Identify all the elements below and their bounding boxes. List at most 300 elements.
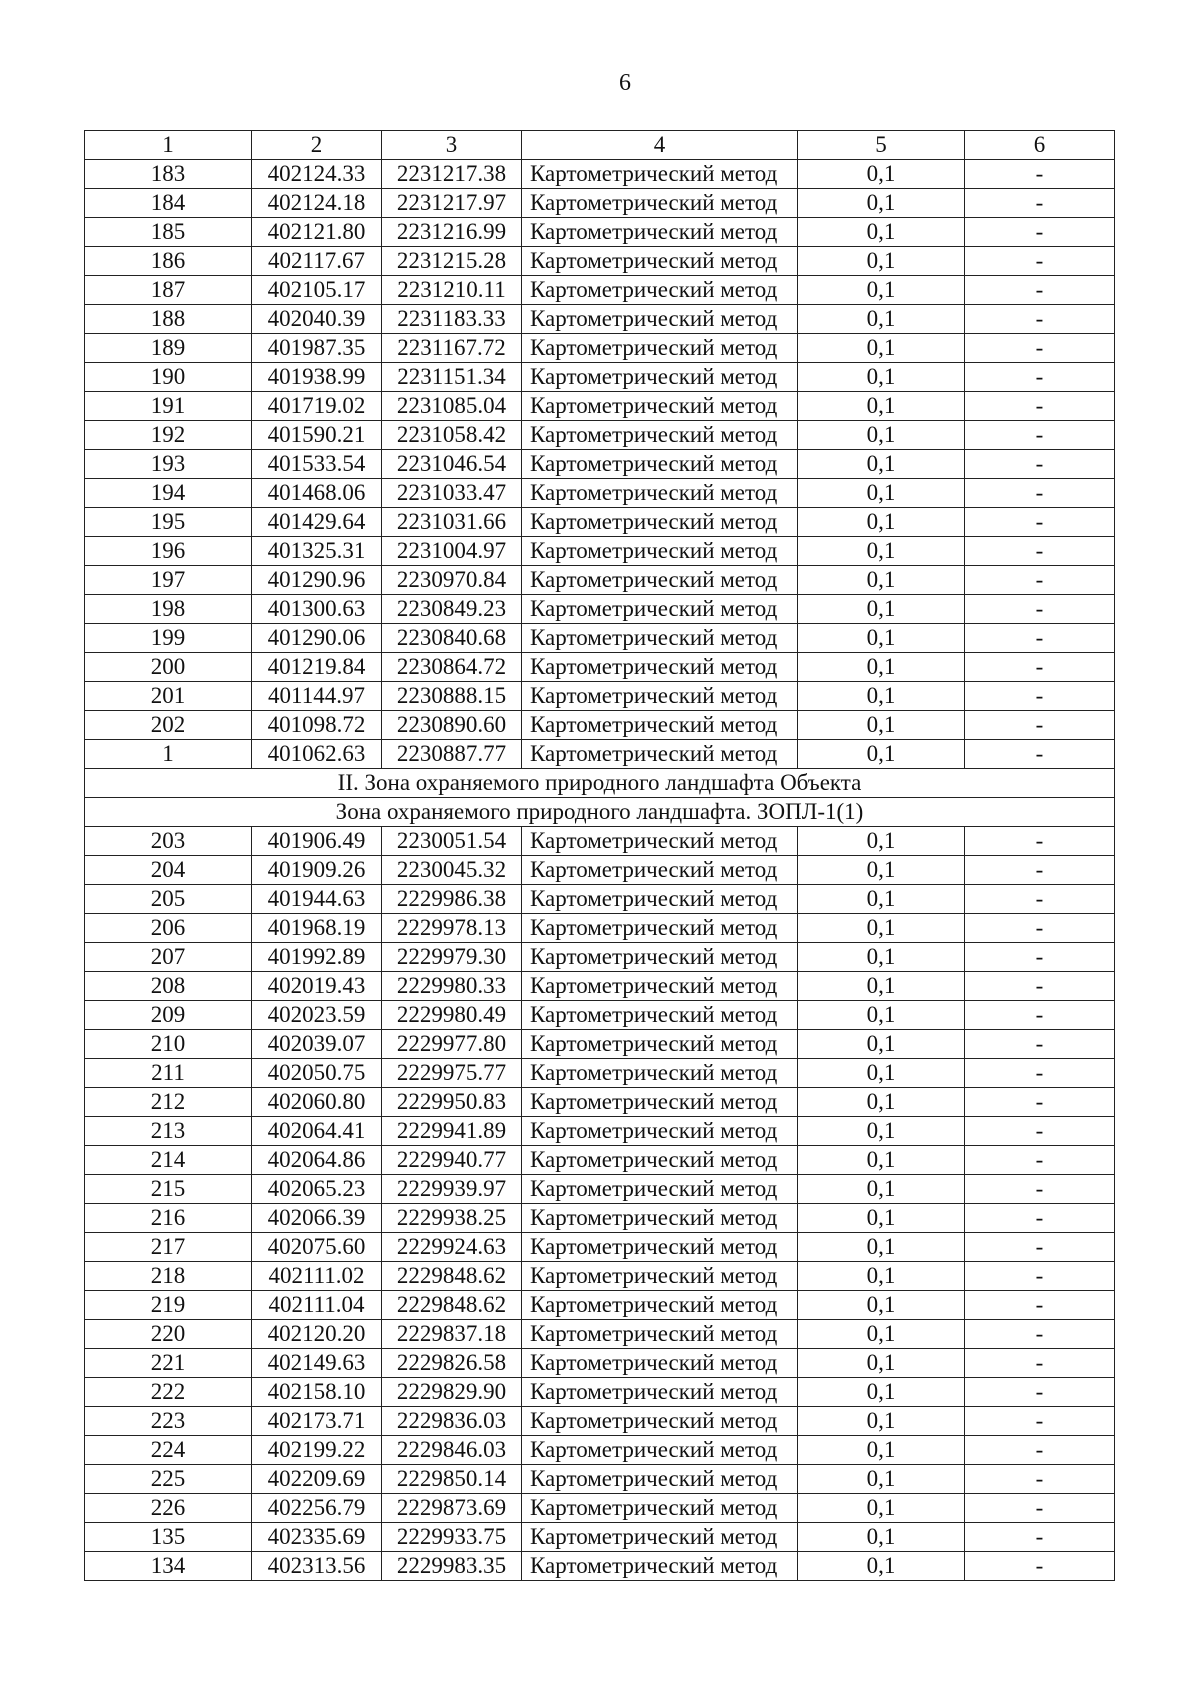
point-number-cell: 219: [85, 1291, 252, 1320]
method-cell: Картометрический метод: [522, 1436, 798, 1465]
x-coordinate-cell: 402121.80: [252, 218, 382, 247]
accuracy-cell: 0,1: [798, 421, 965, 450]
note-cell: -: [965, 305, 1115, 334]
note-cell: -: [965, 740, 1115, 769]
y-coordinate-cell: 2231210.11: [382, 276, 522, 305]
point-number-cell: 195: [85, 508, 252, 537]
table-row: [85, 1117, 1115, 1146]
page-number: 6: [619, 70, 631, 96]
table-row: [85, 1465, 1115, 1494]
point-number-cell: 192: [85, 421, 252, 450]
method-cell: Картометрический метод: [522, 1378, 798, 1407]
note-cell: -: [965, 1494, 1115, 1523]
point-number-cell: 134: [85, 1552, 252, 1581]
x-coordinate-cell: 402023.59: [252, 1001, 382, 1030]
note-cell: -: [965, 1320, 1115, 1349]
accuracy-cell: 0,1: [798, 1378, 965, 1407]
table-row: [85, 508, 1115, 537]
y-coordinate-cell: 2229850.14: [382, 1465, 522, 1494]
method-cell: Картометрический метод: [522, 247, 798, 276]
table-row: [85, 1146, 1115, 1175]
point-number-cell: 226: [85, 1494, 252, 1523]
method-cell: Картометрический метод: [522, 160, 798, 189]
y-coordinate-cell: 2231031.66: [382, 508, 522, 537]
accuracy-cell: 0,1: [798, 1175, 965, 1204]
table-row: [85, 247, 1115, 276]
point-number-cell: 209: [85, 1001, 252, 1030]
table-row: [85, 1262, 1115, 1291]
x-coordinate-cell: 402050.75: [252, 1059, 382, 1088]
x-coordinate-cell: 401987.35: [252, 334, 382, 363]
table-row: [85, 653, 1115, 682]
y-coordinate-cell: 2231183.33: [382, 305, 522, 334]
table-row: [85, 711, 1115, 740]
y-coordinate-cell: 2229924.63: [382, 1233, 522, 1262]
table-row: [85, 305, 1115, 334]
y-coordinate-cell: 2229980.49: [382, 1001, 522, 1030]
subsection-title: Зона охраняемого природного ландшафта. ЗОПЛ-1(1): [85, 798, 1115, 827]
accuracy-cell: 0,1: [798, 624, 965, 653]
y-coordinate-cell: 2229846.03: [382, 1436, 522, 1465]
method-cell: Картометрический метод: [522, 595, 798, 624]
note-cell: -: [965, 711, 1115, 740]
accuracy-cell: 0,1: [798, 914, 965, 943]
y-coordinate-cell: 2229938.25: [382, 1204, 522, 1233]
accuracy-cell: 0,1: [798, 189, 965, 218]
point-number-cell: 224: [85, 1436, 252, 1465]
method-cell: Картометрический метод: [522, 537, 798, 566]
y-coordinate-cell: 2229977.80: [382, 1030, 522, 1059]
point-number-cell: 223: [85, 1407, 252, 1436]
table-row: [85, 1088, 1115, 1117]
point-number-cell: 202: [85, 711, 252, 740]
y-coordinate-cell: 2229848.62: [382, 1262, 522, 1291]
accuracy-cell: 0,1: [798, 1320, 965, 1349]
x-coordinate-cell: 401719.02: [252, 392, 382, 421]
x-coordinate-cell: 401325.31: [252, 537, 382, 566]
note-cell: -: [965, 218, 1115, 247]
table-row: [85, 218, 1115, 247]
method-cell: Картометрический метод: [522, 392, 798, 421]
accuracy-cell: 0,1: [798, 334, 965, 363]
accuracy-cell: 0,1: [798, 1523, 965, 1552]
note-cell: -: [965, 1262, 1115, 1291]
point-number-cell: 210: [85, 1030, 252, 1059]
y-coordinate-cell: 2231004.97: [382, 537, 522, 566]
table-row: [85, 1059, 1115, 1088]
note-cell: -: [965, 1088, 1115, 1117]
table-row: [85, 1407, 1115, 1436]
y-coordinate-cell: 2229950.83: [382, 1088, 522, 1117]
method-cell: Картометрический метод: [522, 479, 798, 508]
x-coordinate-cell: 402039.07: [252, 1030, 382, 1059]
note-cell: -: [965, 1059, 1115, 1088]
accuracy-cell: 0,1: [798, 1030, 965, 1059]
y-coordinate-cell: 2229873.69: [382, 1494, 522, 1523]
method-cell: Картометрический метод: [522, 189, 798, 218]
point-number-cell: 198: [85, 595, 252, 624]
method-cell: Картометрический метод: [522, 1465, 798, 1494]
y-coordinate-cell: 2229979.30: [382, 943, 522, 972]
x-coordinate-cell: 402105.17: [252, 276, 382, 305]
accuracy-cell: 0,1: [798, 682, 965, 711]
point-number-cell: 220: [85, 1320, 252, 1349]
method-cell: Картометрический метод: [522, 1407, 798, 1436]
table-row: [85, 421, 1115, 450]
x-coordinate-cell: 402075.60: [252, 1233, 382, 1262]
method-cell: Картометрический метод: [522, 1030, 798, 1059]
y-coordinate-cell: 2230051.54: [382, 827, 522, 856]
point-number-cell: 212: [85, 1088, 252, 1117]
y-coordinate-cell: 2231058.42: [382, 421, 522, 450]
x-coordinate-cell: 402064.86: [252, 1146, 382, 1175]
y-coordinate-cell: 2230890.60: [382, 711, 522, 740]
x-coordinate-cell: 401590.21: [252, 421, 382, 450]
y-coordinate-cell: 2229980.33: [382, 972, 522, 1001]
y-coordinate-cell: 2231046.54: [382, 450, 522, 479]
point-number-cell: 199: [85, 624, 252, 653]
table-row: [85, 479, 1115, 508]
method-cell: Картометрический метод: [522, 856, 798, 885]
x-coordinate-cell: 401968.19: [252, 914, 382, 943]
method-cell: Картометрический метод: [522, 363, 798, 392]
table-row: [85, 1349, 1115, 1378]
y-coordinate-cell: 2229848.62: [382, 1291, 522, 1320]
note-cell: -: [965, 1291, 1115, 1320]
table-row: [85, 1378, 1115, 1407]
note-cell: -: [965, 1117, 1115, 1146]
x-coordinate-cell: 401906.49: [252, 827, 382, 856]
accuracy-cell: 0,1: [798, 1465, 965, 1494]
point-number-cell: 216: [85, 1204, 252, 1233]
table-row: [85, 1320, 1115, 1349]
x-coordinate-cell: 402124.33: [252, 160, 382, 189]
point-number-cell: 204: [85, 856, 252, 885]
note-cell: -: [965, 1030, 1115, 1059]
method-cell: Картометрический метод: [522, 334, 798, 363]
note-cell: -: [965, 1204, 1115, 1233]
method-cell: Картометрический метод: [522, 827, 798, 856]
x-coordinate-cell: 402173.71: [252, 1407, 382, 1436]
method-cell: Картометрический метод: [522, 1523, 798, 1552]
method-cell: Картометрический метод: [522, 218, 798, 247]
table-row: [85, 914, 1115, 943]
x-coordinate-cell: 401062.63: [252, 740, 382, 769]
note-cell: -: [965, 160, 1115, 189]
table-row: [85, 885, 1115, 914]
accuracy-cell: 0,1: [798, 1204, 965, 1233]
method-cell: Картометрический метод: [522, 624, 798, 653]
point-number-cell: 184: [85, 189, 252, 218]
table-row: [85, 450, 1115, 479]
note-cell: -: [965, 189, 1115, 218]
method-cell: Картометрический метод: [522, 1494, 798, 1523]
accuracy-cell: 0,1: [798, 856, 965, 885]
table-row: [85, 1001, 1115, 1030]
point-number-cell: 194: [85, 479, 252, 508]
method-cell: Картометрический метод: [522, 276, 798, 305]
note-cell: -: [965, 421, 1115, 450]
x-coordinate-cell: 402065.23: [252, 1175, 382, 1204]
point-number-cell: 187: [85, 276, 252, 305]
point-number-cell: 208: [85, 972, 252, 1001]
accuracy-cell: 0,1: [798, 1552, 965, 1581]
table-row: [85, 624, 1115, 653]
accuracy-cell: 0,1: [798, 218, 965, 247]
note-cell: -: [965, 972, 1115, 1001]
y-coordinate-cell: 2230045.32: [382, 856, 522, 885]
accuracy-cell: 0,1: [798, 1407, 965, 1436]
note-cell: -: [965, 914, 1115, 943]
column-header: 3: [382, 131, 522, 160]
table-row: [85, 943, 1115, 972]
point-number-cell: 218: [85, 1262, 252, 1291]
accuracy-cell: 0,1: [798, 943, 965, 972]
accuracy-cell: 0,1: [798, 1088, 965, 1117]
note-cell: -: [965, 363, 1115, 392]
x-coordinate-cell: 401938.99: [252, 363, 382, 392]
accuracy-cell: 0,1: [798, 537, 965, 566]
column-header: 5: [798, 131, 965, 160]
section-title: II. Зона охраняемого природного ландшафта Объекта: [85, 769, 1115, 798]
x-coordinate-cell: 402111.04: [252, 1291, 382, 1320]
point-number-cell: 1: [85, 740, 252, 769]
method-cell: Картометрический метод: [522, 566, 798, 595]
accuracy-cell: 0,1: [798, 305, 965, 334]
point-number-cell: 222: [85, 1378, 252, 1407]
note-cell: -: [965, 479, 1115, 508]
x-coordinate-cell: 401144.97: [252, 682, 382, 711]
point-number-cell: 135: [85, 1523, 252, 1552]
y-coordinate-cell: 2229978.13: [382, 914, 522, 943]
method-cell: Картометрический метод: [522, 508, 798, 537]
accuracy-cell: 0,1: [798, 276, 965, 305]
x-coordinate-cell: 401944.63: [252, 885, 382, 914]
y-coordinate-cell: 2231085.04: [382, 392, 522, 421]
table-row: [85, 334, 1115, 363]
y-coordinate-cell: 2231216.99: [382, 218, 522, 247]
column-header: 1: [85, 131, 252, 160]
y-coordinate-cell: 2229829.90: [382, 1378, 522, 1407]
point-number-cell: 214: [85, 1146, 252, 1175]
table-row: [85, 189, 1115, 218]
method-cell: Картометрический метод: [522, 421, 798, 450]
point-number-cell: 196: [85, 537, 252, 566]
y-coordinate-cell: 2229939.97: [382, 1175, 522, 1204]
note-cell: -: [965, 1407, 1115, 1436]
note-cell: -: [965, 450, 1115, 479]
point-number-cell: 221: [85, 1349, 252, 1378]
method-cell: Картометрический метод: [522, 1088, 798, 1117]
accuracy-cell: 0,1: [798, 885, 965, 914]
table-row: [85, 856, 1115, 885]
method-cell: Картометрический метод: [522, 943, 798, 972]
subsection-title-row: [85, 798, 1115, 827]
note-cell: -: [965, 1146, 1115, 1175]
point-number-cell: 207: [85, 943, 252, 972]
accuracy-cell: 0,1: [798, 595, 965, 624]
point-number-cell: 189: [85, 334, 252, 363]
method-cell: Картометрический метод: [522, 914, 798, 943]
y-coordinate-cell: 2231151.34: [382, 363, 522, 392]
table-row: [85, 595, 1115, 624]
x-coordinate-cell: 402335.69: [252, 1523, 382, 1552]
table-row: [85, 682, 1115, 711]
column-header: 2: [252, 131, 382, 160]
method-cell: Картометрический метод: [522, 1175, 798, 1204]
x-coordinate-cell: 401290.06: [252, 624, 382, 653]
x-coordinate-cell: 402199.22: [252, 1436, 382, 1465]
x-coordinate-cell: 401992.89: [252, 943, 382, 972]
point-number-cell: 193: [85, 450, 252, 479]
y-coordinate-cell: 2229836.03: [382, 1407, 522, 1436]
point-number-cell: 205: [85, 885, 252, 914]
x-coordinate-cell: 401098.72: [252, 711, 382, 740]
note-cell: -: [965, 1523, 1115, 1552]
y-coordinate-cell: 2230888.15: [382, 682, 522, 711]
method-cell: Картометрический метод: [522, 653, 798, 682]
point-number-cell: 200: [85, 653, 252, 682]
accuracy-cell: 0,1: [798, 1494, 965, 1523]
note-cell: -: [965, 1552, 1115, 1581]
table-row: [85, 160, 1115, 189]
y-coordinate-cell: 2229933.75: [382, 1523, 522, 1552]
point-number-cell: 190: [85, 363, 252, 392]
y-coordinate-cell: 2231033.47: [382, 479, 522, 508]
table-row: [85, 1291, 1115, 1320]
point-number-cell: 201: [85, 682, 252, 711]
table-row: [85, 1494, 1115, 1523]
table-row: [85, 1233, 1115, 1262]
note-cell: -: [965, 1001, 1115, 1030]
accuracy-cell: 0,1: [798, 1262, 965, 1291]
table-row: [85, 1030, 1115, 1059]
accuracy-cell: 0,1: [798, 1291, 965, 1320]
method-cell: Картометрический метод: [522, 305, 798, 334]
point-number-cell: 185: [85, 218, 252, 247]
table-row: [85, 740, 1115, 769]
point-number-cell: 213: [85, 1117, 252, 1146]
accuracy-cell: 0,1: [798, 1059, 965, 1088]
x-coordinate-cell: 402040.39: [252, 305, 382, 334]
note-cell: -: [965, 537, 1115, 566]
accuracy-cell: 0,1: [798, 479, 965, 508]
x-coordinate-cell: 402066.39: [252, 1204, 382, 1233]
note-cell: -: [965, 247, 1115, 276]
method-cell: Картометрический метод: [522, 1349, 798, 1378]
table-row: [85, 363, 1115, 392]
accuracy-cell: 0,1: [798, 566, 965, 595]
column-header: 6: [965, 131, 1115, 160]
accuracy-cell: 0,1: [798, 1436, 965, 1465]
x-coordinate-cell: 402117.67: [252, 247, 382, 276]
note-cell: -: [965, 856, 1115, 885]
note-cell: -: [965, 1465, 1115, 1494]
method-cell: Картометрический метод: [522, 1262, 798, 1291]
x-coordinate-cell: 401533.54: [252, 450, 382, 479]
note-cell: -: [965, 827, 1115, 856]
note-cell: -: [965, 508, 1115, 537]
point-number-cell: 197: [85, 566, 252, 595]
point-number-cell: 183: [85, 160, 252, 189]
y-coordinate-cell: 2230849.23: [382, 595, 522, 624]
coordinates-table: [84, 130, 1115, 1581]
y-coordinate-cell: 2229975.77: [382, 1059, 522, 1088]
method-cell: Картометрический метод: [522, 1552, 798, 1581]
y-coordinate-cell: 2231217.97: [382, 189, 522, 218]
accuracy-cell: 0,1: [798, 508, 965, 537]
y-coordinate-cell: 2230864.72: [382, 653, 522, 682]
note-cell: -: [965, 1175, 1115, 1204]
accuracy-cell: 0,1: [798, 363, 965, 392]
accuracy-cell: 0,1: [798, 1233, 965, 1262]
table-row: [85, 1552, 1115, 1581]
x-coordinate-cell: 402158.10: [252, 1378, 382, 1407]
table-row: [85, 276, 1115, 305]
accuracy-cell: 0,1: [798, 160, 965, 189]
coordinates-table-body: [85, 131, 1115, 1581]
y-coordinate-cell: 2229941.89: [382, 1117, 522, 1146]
accuracy-cell: 0,1: [798, 450, 965, 479]
method-cell: Картометрический метод: [522, 1146, 798, 1175]
note-cell: -: [965, 1436, 1115, 1465]
accuracy-cell: 0,1: [798, 1349, 965, 1378]
table-header-row: [85, 131, 1115, 160]
note-cell: -: [965, 334, 1115, 363]
note-cell: -: [965, 1378, 1115, 1407]
y-coordinate-cell: 2231215.28: [382, 247, 522, 276]
y-coordinate-cell: 2229837.18: [382, 1320, 522, 1349]
point-number-cell: 225: [85, 1465, 252, 1494]
table-row: [85, 566, 1115, 595]
x-coordinate-cell: 402120.20: [252, 1320, 382, 1349]
y-coordinate-cell: 2229986.38: [382, 885, 522, 914]
y-coordinate-cell: 2230840.68: [382, 624, 522, 653]
x-coordinate-cell: 402149.63: [252, 1349, 382, 1378]
x-coordinate-cell: 402060.80: [252, 1088, 382, 1117]
column-header: 4: [522, 131, 798, 160]
accuracy-cell: 0,1: [798, 1146, 965, 1175]
accuracy-cell: 0,1: [798, 972, 965, 1001]
x-coordinate-cell: 401290.96: [252, 566, 382, 595]
table-row: [85, 1175, 1115, 1204]
point-number-cell: 211: [85, 1059, 252, 1088]
method-cell: Картометрический метод: [522, 1117, 798, 1146]
point-number-cell: 215: [85, 1175, 252, 1204]
x-coordinate-cell: 402256.79: [252, 1494, 382, 1523]
method-cell: Картометрический метод: [522, 1320, 798, 1349]
method-cell: Картометрический метод: [522, 450, 798, 479]
note-cell: -: [965, 1233, 1115, 1262]
section-title-row: [85, 769, 1115, 798]
table-row: [85, 1523, 1115, 1552]
note-cell: -: [965, 885, 1115, 914]
point-number-cell: 188: [85, 305, 252, 334]
point-number-cell: 203: [85, 827, 252, 856]
y-coordinate-cell: 2230887.77: [382, 740, 522, 769]
note-cell: -: [965, 276, 1115, 305]
table-row: [85, 827, 1115, 856]
point-number-cell: 191: [85, 392, 252, 421]
x-coordinate-cell: 402064.41: [252, 1117, 382, 1146]
x-coordinate-cell: 402019.43: [252, 972, 382, 1001]
note-cell: -: [965, 1349, 1115, 1378]
accuracy-cell: 0,1: [798, 392, 965, 421]
accuracy-cell: 0,1: [798, 247, 965, 276]
note-cell: -: [965, 566, 1115, 595]
y-coordinate-cell: 2231167.72: [382, 334, 522, 363]
x-coordinate-cell: 402209.69: [252, 1465, 382, 1494]
